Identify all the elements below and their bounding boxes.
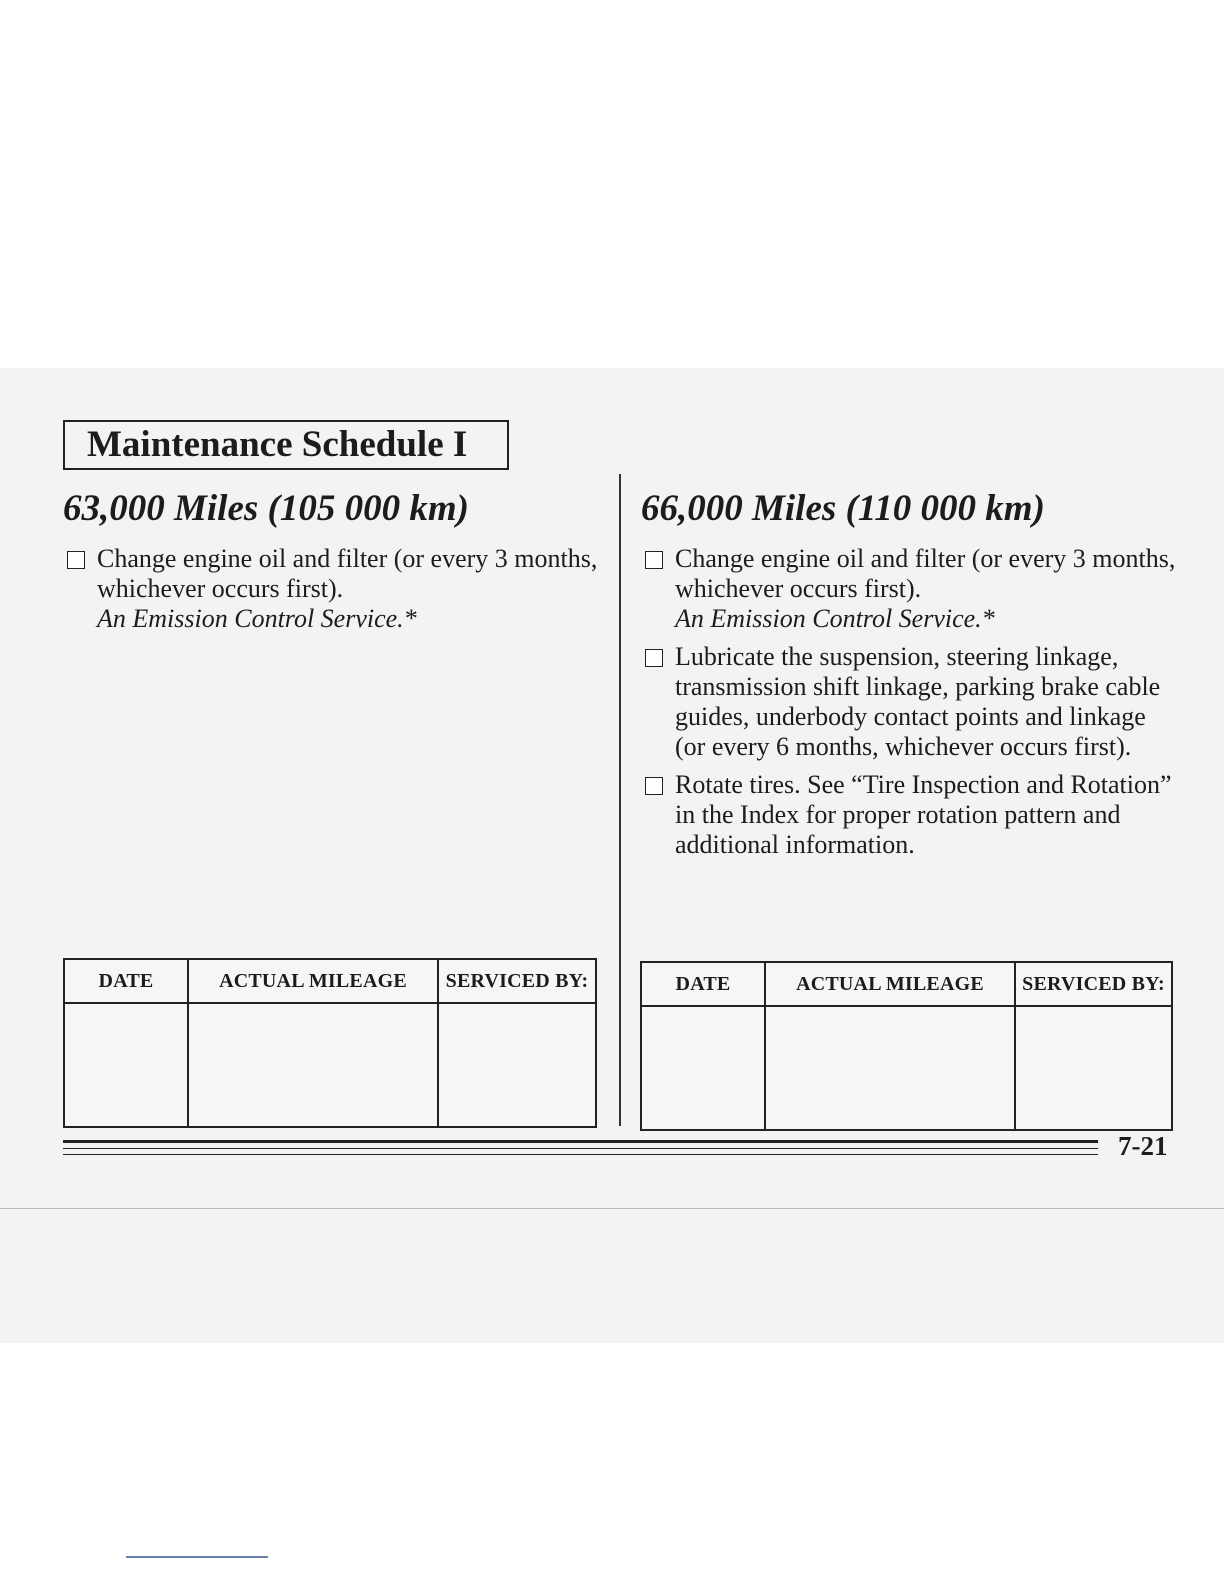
serviced-by-cell[interactable] bbox=[438, 1003, 596, 1127]
item-text: Change engine oil and filter (or every 3 months, whichever occurs first). bbox=[97, 544, 598, 603]
serviced-by-cell[interactable] bbox=[1015, 1006, 1172, 1130]
service-log-table bbox=[63, 958, 597, 1128]
item-note: An Emission Control Service.* bbox=[97, 604, 417, 633]
interval-heading: 63,000 Miles (105 000 km) bbox=[63, 488, 469, 529]
actual-mileage-header: ACTUAL MILEAGE bbox=[188, 959, 438, 1003]
checklist-item bbox=[641, 642, 1181, 762]
stray-mark bbox=[126, 1556, 268, 1558]
date-header: DATE bbox=[64, 959, 188, 1003]
date-cell[interactable] bbox=[641, 1006, 765, 1130]
checkbox-icon[interactable] bbox=[67, 551, 85, 569]
item-note: An Emission Control Service.* bbox=[675, 604, 995, 633]
date-header: DATE bbox=[641, 962, 765, 1006]
page-number: 7-21 bbox=[1118, 1131, 1168, 1161]
item-text: Change engine oil and filter (or every 3 months, whichever occurs first). bbox=[675, 544, 1176, 603]
checklist-item bbox=[641, 770, 1181, 860]
item-text: Rotate tires. See “Tire Inspection and Rotation” in the Index for proper rotation pattern and additional information. bbox=[675, 770, 1172, 859]
item-text: Lubricate the suspension, steering linkage, transmission shift linkage, parking brake cable guides, underbody contact points and linkage (or every 6 months, whichever occurs first). bbox=[675, 642, 1161, 761]
footer-rule-thin bbox=[63, 1154, 1098, 1155]
footer-rule-thick bbox=[63, 1140, 1098, 1143]
interval-heading: 66,000 Miles (110 000 km) bbox=[641, 488, 1045, 529]
section-title: Maintenance Schedule I bbox=[63, 420, 509, 470]
column-divider bbox=[619, 474, 621, 1126]
checklist-item bbox=[63, 544, 603, 634]
service-log-table bbox=[640, 961, 1173, 1131]
date-cell[interactable] bbox=[64, 1003, 188, 1127]
serviced-by-header: SERVICED BY: bbox=[438, 959, 596, 1003]
checkbox-icon[interactable] bbox=[645, 649, 663, 667]
interval-66000 bbox=[641, 484, 1181, 868]
checkbox-icon[interactable] bbox=[645, 777, 663, 795]
scan-edge-line bbox=[0, 1208, 1224, 1209]
interval-63000 bbox=[63, 484, 603, 642]
checklist-item bbox=[641, 544, 1181, 634]
serviced-by-header: SERVICED BY: bbox=[1015, 962, 1172, 1006]
actual-mileage-cell[interactable] bbox=[765, 1006, 1015, 1130]
actual-mileage-header: ACTUAL MILEAGE bbox=[765, 962, 1015, 1006]
actual-mileage-cell[interactable] bbox=[188, 1003, 438, 1127]
footer-rule-thin bbox=[63, 1148, 1098, 1149]
checkbox-icon[interactable] bbox=[645, 551, 663, 569]
